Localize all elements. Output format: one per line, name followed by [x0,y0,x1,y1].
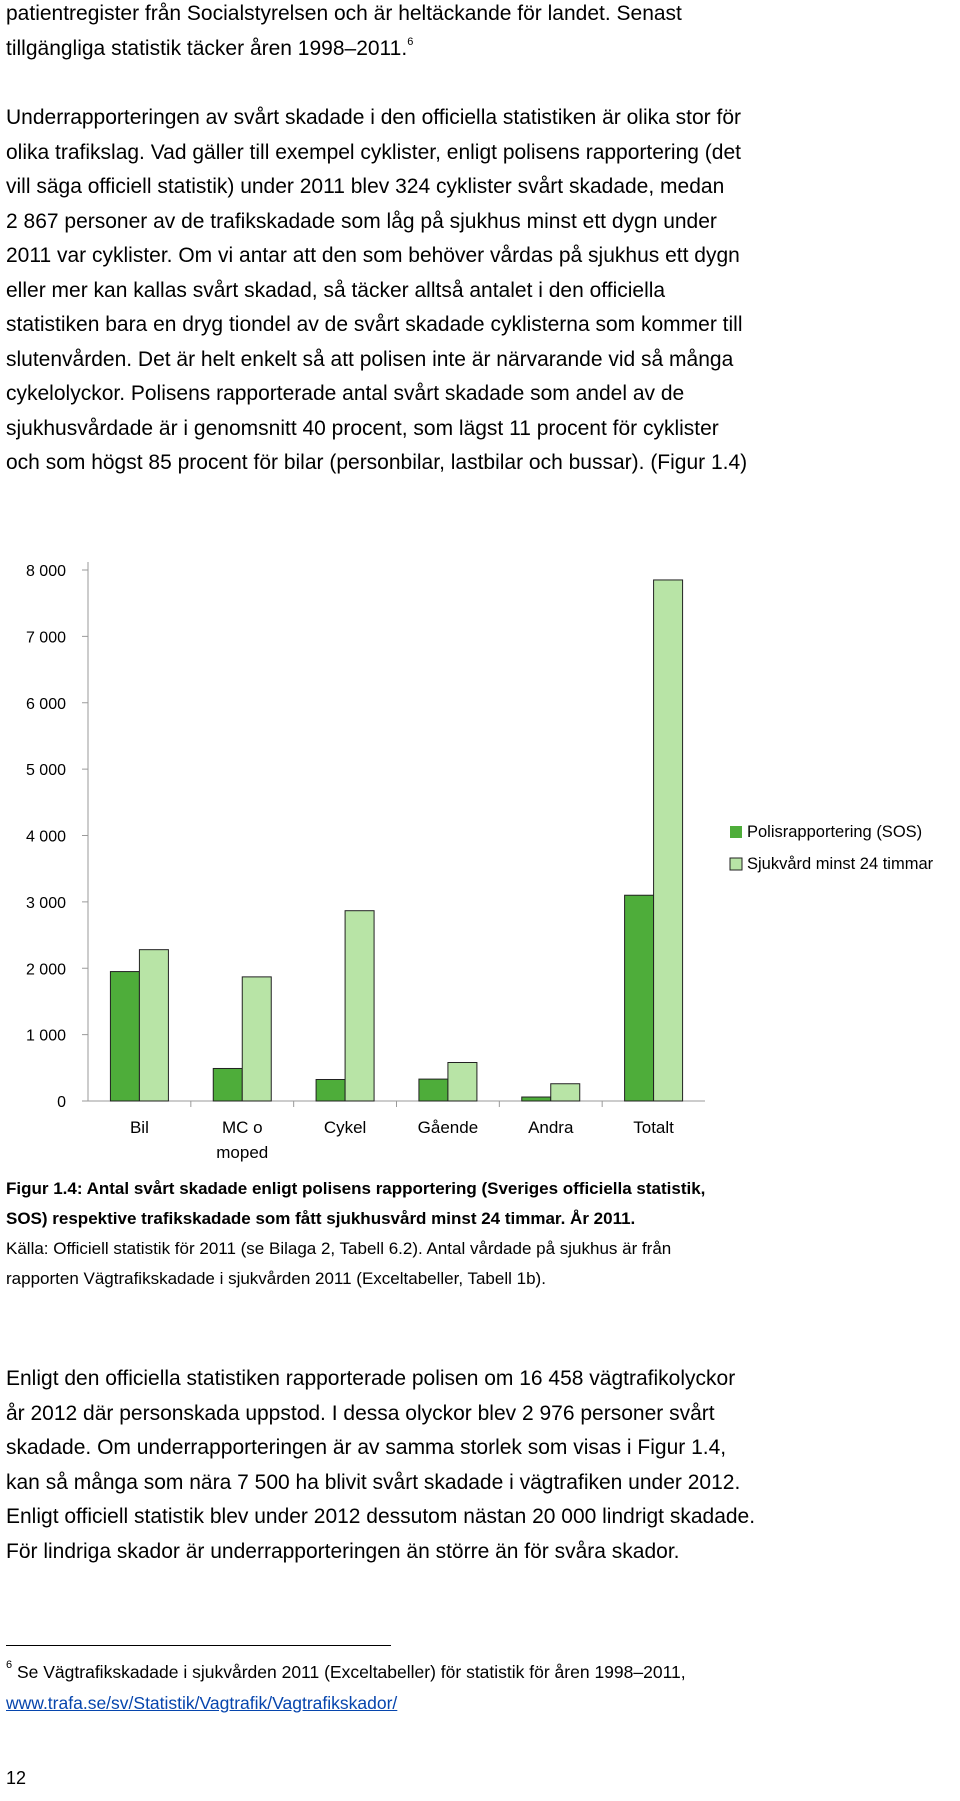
y-tick-label: 3 000 [25,894,66,912]
text-line: eller mer kan kallas svårt skadad, så täcker alltså antalet i den officiella [6,278,666,302]
text-line: statistiken bara en dryg tiondel av de svårt skadade cyklisterna som kommer till [6,313,743,336]
figure-1-4-chart [0,540,960,1180]
y-tick-label: 5 000 [25,762,66,780]
caption-line: SOS) respektive trafikskadade som fått sjukhusvård minst 24 timmar. År 2011. [6,1209,636,1228]
footnote-number: 6 [6,1659,13,1671]
text-line: cykelolyckor. Polisens rapporterade antal svårt skadade som andel av de [6,382,685,405]
text-line: Enligt officiell statistik blev under 2012 dessutom nästan 20 000 lindrigt skadade. [6,1505,756,1528]
caption-line: rapporten Vägtrafikskadade i sjukvården 2011 (Exceltabeller, Tabell 1b). [6,1269,546,1288]
footnote-divider [6,1645,391,1646]
x-category-label: Bil [129,1118,149,1137]
x-category-label: moped [216,1143,269,1162]
bar-sjukvard [448,1063,477,1101]
bar-polis [522,1097,551,1101]
bar-polis [625,895,654,1101]
bar-chart [0,540,960,1180]
y-tick-label: 0 [57,1094,66,1111]
paragraph-intro [6,0,926,69]
bar-polis [316,1079,345,1101]
text-line: skadade. Om underrapporteringen är av samma storlek som visas i Figur 1.4, [6,1436,727,1459]
bar-polis [419,1079,448,1101]
footnote-text: Se Vägtrafikskadade i sjukvården 2011 (Exceltabeller) för statistik för åren 1998–2011, [12,1662,686,1682]
y-tick-label: 6 000 [25,695,66,713]
figure-caption-source [6,1234,926,1294]
x-category-label: MC o [221,1118,263,1137]
text-line: vill säga officiell statistik) under 2011 blev 324 cyklister svårt skadade, medan [6,175,725,198]
legend-swatch [730,826,742,838]
text-line: sjukhusvårdade är i genomsnitt 40 procent, som lägst 11 procent för cyklister [6,416,719,440]
legend-swatch [730,858,742,870]
legend-label: Sjukvård minst 24 timmar [747,855,934,873]
footnote [6,1658,686,1717]
bar-sjukvard [551,1084,580,1101]
bar-polis [213,1068,242,1101]
footnote-ref[interactable]: 6 [407,35,414,48]
text-line: patientregister från Socialstyrelsen och är heltäckande för landet. Senast [6,2,682,25]
figure-caption-title [6,1174,926,1234]
y-tick-label: 7 000 [25,629,66,647]
y-tick-label: 1 000 [25,1027,66,1045]
y-tick-label: 2 000 [25,961,66,979]
bar-sjukvard [139,950,168,1101]
text-line: och som högst 85 procent för bilar (personbilar, lastbilar och bussar). (Figur 1.4) [6,451,748,474]
legend-label: Polisrapportering (SOS) [747,823,923,841]
text-line [6,32,926,70]
bar-sjukvard [654,580,683,1101]
bar-sjukvard [242,977,271,1101]
text-line: 2 867 personer av de trafikskadade som låg på sjukhus minst ett dygn under [6,209,717,233]
caption-line: Figur 1.4: Antal svårt skadade enligt polisens rapportering (Sveriges officiella statistik, [6,1179,706,1198]
y-tick-label: 4 000 [25,828,66,846]
x-category-label: Cykel [323,1118,367,1137]
y-tick-label: 8 000 [25,563,66,580]
caption-line: Källa: Officiell statistik för 2011 (se Bilaga 2, Tabell 6.2). Antal vårdade på sjukhus är från [6,1239,672,1258]
bar-sjukvard [345,911,374,1101]
footnote-link[interactable]: www.trafa.se/sv/Statistik/Vagtrafik/Vagtrafikskador/ [6,1693,398,1713]
text-line: år 2012 där personskada uppstod. I dessa olyckor blev 2 976 personer svårt [6,1401,715,1425]
x-category-label: Totalt [633,1118,674,1137]
bar-polis [110,972,139,1101]
text-line: Enligt den officiella statistiken rapporterade polisen om 16 458 vägtrafikolyckor [6,1367,736,1390]
paragraph-2012 [6,1362,926,1569]
text-line: slutenvården. Det är helt enkelt så att polisen inte är närvarande vid så många [6,347,734,371]
x-category-label: Andra [528,1118,574,1137]
page-number: 12 [6,1768,27,1788]
text-line-content: tillgängliga statistik täcker åren 1998–2011. [6,36,408,60]
text-line: 2011 var cyklister. Om vi antar att den som behöver vårdas på sjukhus ett dygn [6,244,740,267]
text-line: olika trafikslag. Vad gäller till exempel cyklister, enligt polisens rapportering (det [6,140,741,164]
paragraph-underreporting [6,101,926,481]
text-line: kan så många som nära 7 500 ha blivit svårt skadade i vägtrafiken under 2012. [6,1470,741,1494]
text-line: Underrapporteringen av svårt skadade i den officiella statistiken är olika stor för [6,106,741,129]
text-line: För lindriga skador är underrapporteringen än större än för svåra skador. [6,1539,680,1563]
x-category-label: Gående [417,1118,479,1137]
